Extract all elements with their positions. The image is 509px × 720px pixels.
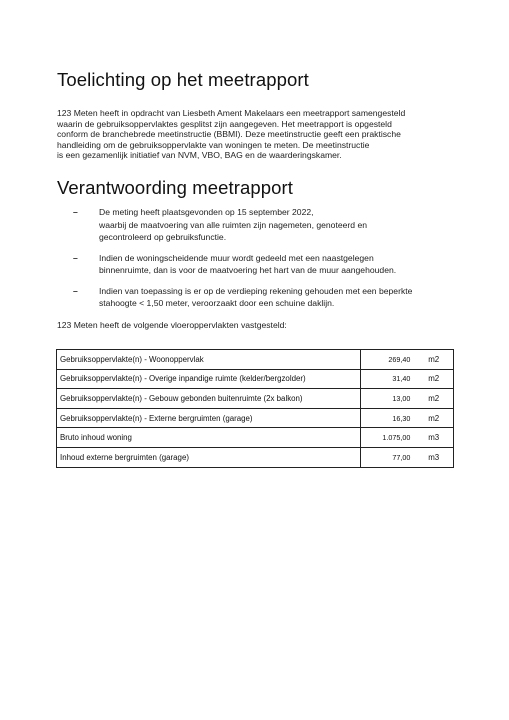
row-value: 1.075,00 [360,428,414,448]
row-value: 77,00 [360,447,414,467]
list-item-line: binnenruimte, dan is voor de maatvoering het hart van de muur aangehouden. [99,265,397,275]
intro-line: conform de branchebrede meetinstructie (BBMI). Deze meetinstructie geeft een praktische [57,129,401,139]
row-unit: m3 [414,447,453,467]
list-item-line: Indien van toepassing is er op de verdieping rekening gehouden met een beperkte [99,285,413,296]
list-item-line: stahoogte < 1,50 meter, veroorzaakt door een schuine daklijn. [99,298,335,308]
intro-line: is een gezamenlijk initiatief van NVM, VBO, BAG en de waarderingskamer. [57,150,342,160]
list-item [57,285,457,310]
measurement-table [56,349,454,468]
row-label: Gebruiksoppervlakte(n) - Woonoppervlak [57,350,361,370]
summary-text: 123 Meten heeft de volgende vloeroppervlakten vastgesteld: [57,320,287,330]
table-row [57,389,454,409]
intro-line: 123 Meten heeft in opdracht van Liesbeth Ament Makelaars een meetrapport samengesteld [57,108,406,118]
intro-line: handleiding om de gebruiksoppervlakte van woningen te meten. De meetinstructie [57,139,370,150]
table-row [57,350,454,370]
row-value: 269,40 [360,350,414,370]
dash-bullet-icon: – [73,285,78,296]
intro-paragraph [57,108,457,161]
row-value: 31,40 [360,369,414,389]
row-unit: m2 [414,369,453,389]
row-label: Inhoud externe bergruimten (garage) [57,447,361,467]
list-item [57,206,457,244]
row-value: 16,30 [360,408,414,428]
row-unit: m2 [414,350,453,370]
row-label: Bruto inhoud woning [57,428,361,448]
table-row [57,408,454,428]
list-item-line: De meting heeft plaatsgevonden op 15 september 2022, [99,207,314,217]
intro-line: waarin de gebruiksoppervlaktes gesplitst zijn aangegeven. Het meetrapport is opgesteld [57,118,392,129]
table-row [57,428,454,448]
row-unit: m2 [414,389,453,409]
table-row [57,369,454,389]
list-item-line: Indien de woningscheidende muur wordt gedeeld met een naastgelegen [99,252,374,263]
section-title-toelichting: Toelichting op het meetrapport [57,69,309,90]
row-label: Gebruiksoppervlakte(n) - Overige inpandige ruimte (kelder/bergzolder) [57,369,361,389]
row-unit: m2 [414,408,453,428]
list-item-line: gecontroleerd op gebruiksfunctie. [99,232,227,242]
section-title-verantwoording: Verantwoording meetrapport [57,177,294,198]
list-item [57,252,457,277]
row-unit: m3 [414,428,453,448]
dash-bullet-icon: – [73,252,78,263]
row-label: Gebruiksoppervlakte(n) - Externe bergruimten (garage) [57,408,361,428]
table-row [57,447,454,467]
row-label: Gebruiksoppervlakte(n) - Gebouw gebonden buitenruimte (2x balkon) [57,389,361,409]
verantwoording-list [57,206,457,318]
row-value: 13,00 [360,389,414,409]
list-item-line: waarbij de maatvoering van alle ruimten zijn nagemeten, genoteerd en [99,219,368,230]
dash-bullet-icon: – [73,207,78,217]
